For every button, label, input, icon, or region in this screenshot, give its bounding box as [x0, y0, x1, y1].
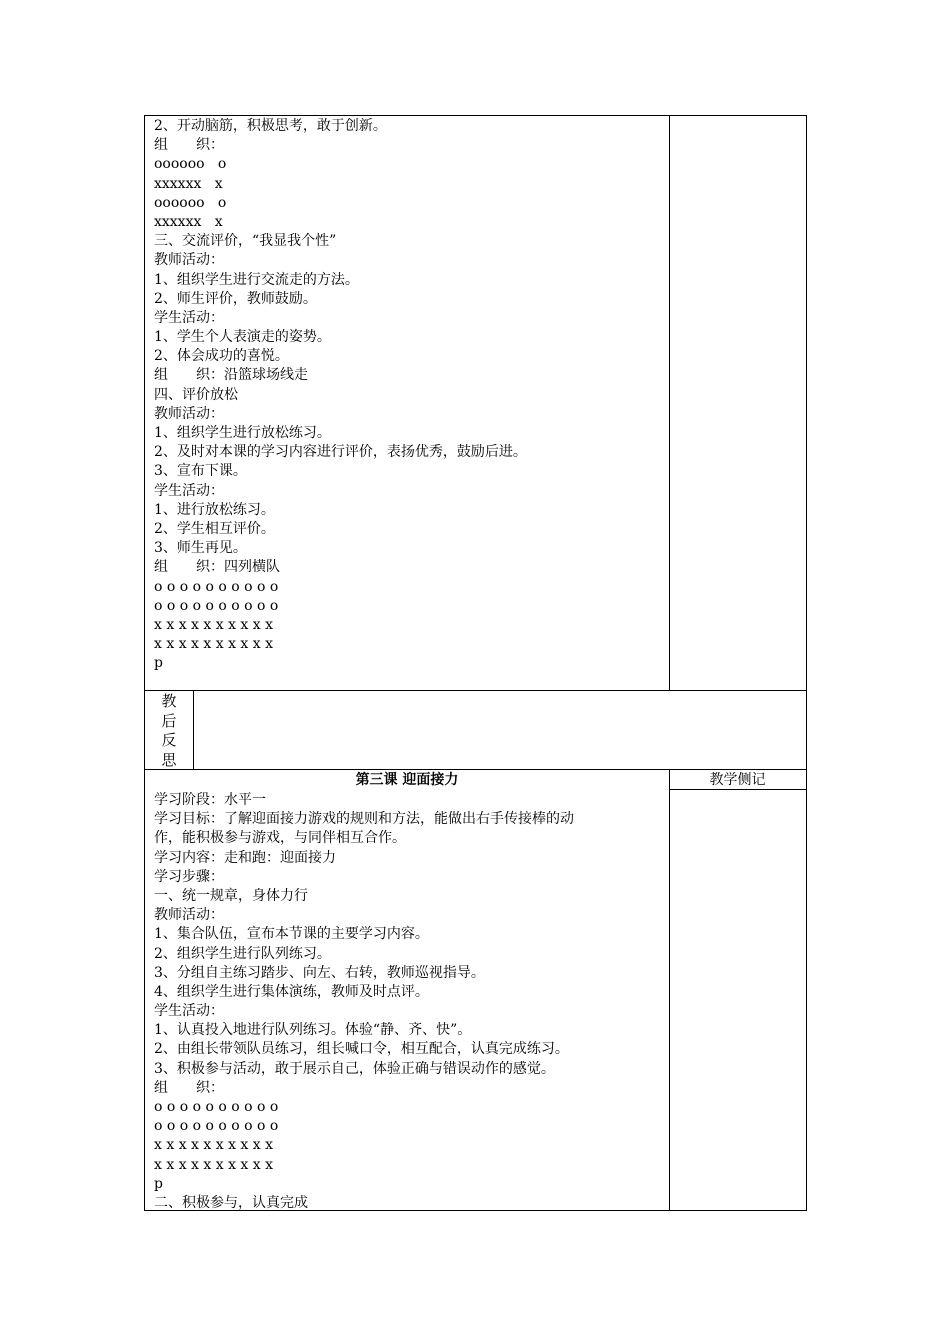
text-line: p [154, 655, 163, 672]
text-line: 2、及时对本课的学习内容进行评价，表扬优秀，鼓励后进。 [154, 444, 527, 461]
text-line: 学生活动： [154, 309, 224, 326]
text-line: 3、宣布下课。 [154, 463, 247, 480]
text-line: 学生活动： [154, 1003, 224, 1020]
text-line: 1、集合队伍，宣布本节课的主要学习内容。 [154, 926, 429, 943]
reflection-label-char: 教 [161, 692, 177, 710]
text-line: 教师活动： [154, 907, 224, 924]
text-line: 三、交流评价，“我显我个性” [154, 233, 337, 250]
text-line: 2、学生相互评价。 [154, 520, 275, 537]
text-line: 四、评价放松 [154, 386, 238, 403]
text-line: 组 织：四列横队 [154, 559, 280, 576]
text-line: x x x x x x x x x x [154, 616, 274, 633]
text-line: o o o o o o o o o o [154, 1099, 279, 1115]
reflection-label [146, 692, 192, 770]
text-line: x x x x x x x x x x [154, 1137, 274, 1154]
text-line: oooooo o [154, 156, 227, 173]
text-line: 作，能积极参与游戏，与同伴相互合作。 [154, 830, 406, 847]
text-line: p [154, 1175, 163, 1192]
text-line: 2、开动脑筋，积极思考，敢于创新。 [154, 118, 387, 134]
lesson3-title: 第三课 迎面接力 [355, 772, 459, 788]
text-line: xxxxxx x [154, 175, 223, 192]
text-line: 3、积极参与活动，敢于展示自己，体验正确与错误动作的感觉。 [154, 1060, 555, 1077]
reflection-label-char: 思 [161, 750, 177, 769]
text-line: 2、组织学生进行队列练习。 [154, 945, 331, 962]
text-line: 组 织：沿篮球场线走 [154, 367, 308, 384]
text-line: 1、认真投入地进行队列练习。体验“静、齐、快”。 [154, 1022, 472, 1039]
upper-side-column-divider [669, 115, 670, 691]
text-line: 1、进行放松练习。 [154, 501, 275, 518]
text-line: 组 织： [154, 137, 224, 154]
text-line: xxxxxx x [154, 213, 223, 230]
text-line: 教师活动： [154, 252, 224, 269]
text-line: 二、积极参与，认真完成 [154, 1194, 308, 1211]
text-line: 学生活动： [154, 482, 224, 499]
teaching-notes-header: 教学侧记 [709, 772, 766, 788]
text-line: 学习内容：走和跑：迎面接力 [154, 849, 336, 866]
lesson3-side-column-divider [669, 769, 670, 1211]
reflection-label-divider [193, 690, 194, 770]
text-line: o o o o o o o o o o [154, 1118, 279, 1135]
text-line: 1、组织学生进行交流走的方法。 [154, 271, 359, 288]
text-line: 1、组织学生进行放松练习。 [154, 425, 331, 441]
reflection-row [144, 690, 807, 770]
text-line: 组 织： [154, 1079, 224, 1096]
text-line: oooooo o [154, 194, 227, 211]
text-line: x x x x x x x x x x [154, 636, 274, 653]
text-line: 2、由组长带领队员练习，组长喊口令，相互配合，认真完成练习。 [154, 1041, 569, 1058]
lesson3-content [154, 791, 666, 1213]
text-line: 一、统一规章，身体力行 [154, 887, 308, 904]
text-line: 3、师生再见。 [154, 540, 247, 557]
reflection-label-char: 反 [161, 731, 177, 749]
text-line: 教师活动： [154, 405, 224, 422]
reflection-label-char: 后 [161, 711, 177, 730]
text-line: 2、师生评价，教师鼓励。 [154, 290, 317, 307]
text-line: 2、体会成功的喜悦。 [154, 348, 289, 365]
text-line: x x x x x x x x x x [154, 1156, 274, 1173]
upper-lesson-content [154, 117, 666, 673]
text-line: 3、分组自主练习踏步、向左、右转，教师巡视指导。 [154, 964, 485, 981]
text-line: o o o o o o o o o o [154, 597, 279, 614]
text-line: 1、学生个人表演走的姿势。 [154, 329, 331, 346]
text-line: o o o o o o o o o o [154, 578, 279, 595]
text-line: 学习阶段：水平一 [154, 792, 266, 808]
text-line: 学习目标：了解迎面接力游戏的规则和方法，能做出右手传接棒的动 [154, 811, 574, 828]
text-line: 4、组织学生进行集体演练，教师及时点评。 [154, 983, 429, 1000]
text-line: 学习步骤： [154, 868, 224, 885]
